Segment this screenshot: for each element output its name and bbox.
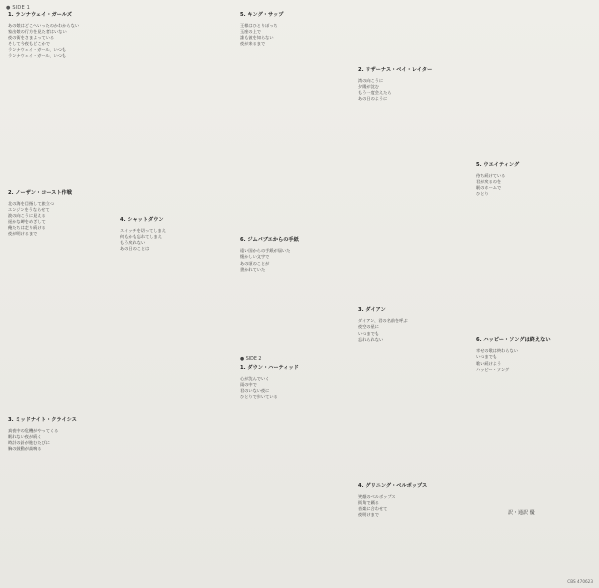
column-1 — [8, 10, 116, 461]
column-4 — [358, 10, 466, 526]
lyric-line: 夜明けまで — [358, 512, 379, 518]
song-title: 1. ダウン・ハーティッド — [240, 364, 299, 371]
column-2 — [120, 10, 228, 260]
lyric-line: もう一度会えたら — [358, 90, 392, 96]
song-title: 4. グリニング・ベルボップス — [358, 482, 428, 489]
song-block — [358, 483, 466, 518]
lyric-line: 待ち続けている — [476, 173, 506, 178]
lyric-line: いつまでも — [358, 330, 379, 336]
lyric-line: 駅のホームで — [476, 185, 502, 191]
song-title: 3. ミッドナイト・クライシス — [8, 417, 77, 424]
song-block — [358, 67, 466, 102]
song-block — [476, 337, 584, 372]
song-block — [120, 217, 228, 252]
lyric-line: 誰も彼を知らない — [240, 35, 274, 41]
song-block — [240, 12, 348, 47]
lyric-line: いつまでも — [476, 354, 497, 360]
lyric-line: 家出娘の行方を見た者はいない — [8, 29, 67, 35]
song-block — [476, 162, 584, 197]
song-title: 5. キング・サップ — [240, 12, 284, 18]
lyric-line: 眠れない夜が続く — [8, 434, 42, 440]
lyric-line: 街角で踊る — [358, 499, 379, 505]
lyric-line: ひとりで歩いている — [240, 394, 278, 400]
lyric-line: 北の海を目指して旅立つ — [8, 200, 55, 206]
lyric-line: ハッピー・ソング — [476, 366, 510, 372]
lyric-line: ランナウェイ・ガール、いつも — [8, 53, 67, 59]
lyric-line: ダイアン、君の名前を呼ぶ — [358, 318, 408, 324]
lyric-line: 忘れられない — [358, 336, 384, 342]
lyric-line: 王様はひとりぼっち — [240, 23, 278, 28]
song-block — [8, 417, 116, 452]
lyric-line: 懐かしい文字で — [240, 254, 270, 260]
lyric-line: 遥かな岬をめざして — [8, 218, 46, 224]
lyric-line: 波の向こうに見える — [8, 212, 46, 218]
lyric-line: 時計の針が進むたびに — [8, 440, 50, 446]
lyric-line: あの日のことは — [120, 246, 150, 252]
lyric-line: 俺たちは走り続ける — [8, 224, 46, 230]
lyric-line: スイッチを切ってしまえ — [120, 228, 166, 233]
song-title: 6. ハッピー・ソングは終えない — [476, 337, 551, 344]
song-title: 6. ジムバブエからの手紙 — [240, 237, 299, 244]
side-2-label: ● SIDE 2 — [240, 356, 262, 362]
song-block — [240, 237, 348, 272]
song-title: 3. ダイアン — [358, 307, 386, 314]
song-title: 5. ウエイティング — [476, 162, 520, 168]
lyric-line: 湾の向こうに — [358, 78, 384, 83]
lyric-line: 夜が来るまで — [240, 41, 266, 47]
lyric-line: もう戻れない — [120, 240, 146, 246]
lyric-line: あの日のように — [358, 96, 388, 102]
song-block — [358, 307, 466, 342]
lyric-line: あの頃のことが — [240, 260, 270, 266]
lyric-line: 遠い国からの手紙が届いた — [240, 248, 291, 254]
lyric-line: 夜の街をさまよっている — [8, 35, 55, 41]
catalog-number: CBS 470623 — [567, 579, 593, 584]
lyric-line: 何もかも忘れてしまえ — [120, 234, 162, 240]
song-block — [8, 190, 116, 238]
column-5 — [476, 10, 584, 381]
lyric-line: ランナウェイ・ガール、いつも — [8, 47, 67, 53]
lyric-line: 夜空の星に — [358, 324, 379, 330]
song-block — [240, 365, 348, 400]
lyric-line: 心が沈んでいく — [240, 375, 270, 381]
lyric-line: 書かれていた — [240, 266, 266, 272]
song-title: 4. シャットダウン — [120, 217, 164, 223]
song-title: 2. リザーナス・ベイ・レイター — [358, 67, 433, 73]
lyric-line: 玉座の上で — [240, 29, 261, 35]
translator-credit: 訳・通訳 優 — [508, 510, 535, 516]
lyric-line: 笑顔のベルボップス — [358, 493, 396, 499]
lyric-line: 音楽に合わせて — [358, 505, 388, 511]
lyric-line: 雨の中で — [240, 381, 257, 387]
lyric-line: 胸の鼓動が高鳴る — [8, 446, 42, 452]
side-1-label: ● SIDE 1 — [6, 5, 30, 11]
lyric-line: あの娘はどこへいったのかわからない — [8, 23, 80, 28]
lyric-line: 幸せの歌は終わらない — [476, 348, 518, 354]
song-title: 1. ランナウェイ・ガールズ — [8, 12, 72, 18]
lyric-line: ひとり — [476, 191, 489, 197]
lyric-line: 夕陽が沈む — [358, 84, 379, 90]
song-block — [8, 12, 116, 60]
lyric-line: エンジンをうならせて — [8, 206, 50, 212]
song-title: 2. ノーザン・コースト作戦 — [8, 189, 72, 196]
lyric-line: 君が戻るのを — [476, 179, 502, 185]
lyric-line: 夜が明けるまで — [8, 231, 38, 237]
lyric-line: 君のいない夜に — [240, 388, 270, 394]
lyric-line: 真夜中の危機がやってくる — [8, 428, 59, 434]
lyric-line: そして今夜もどこかで — [8, 41, 50, 47]
lyric-line: 歌い続けよう — [476, 360, 502, 366]
column-3 — [240, 10, 348, 408]
